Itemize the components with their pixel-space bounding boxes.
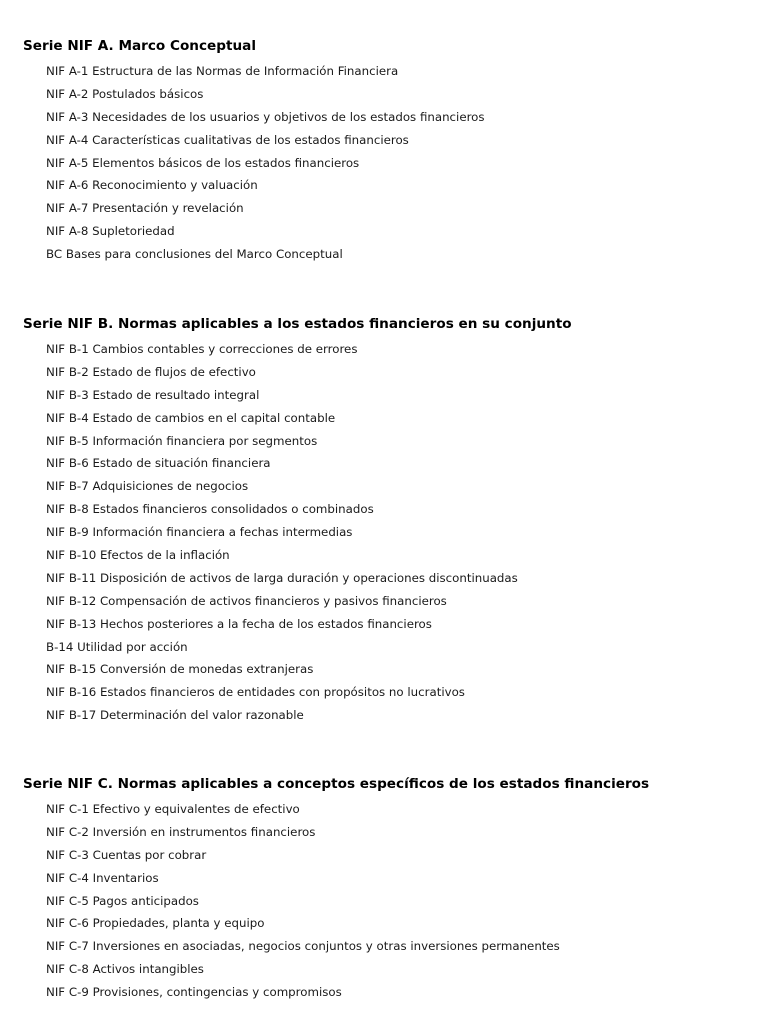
section-title: Serie NIF A. Marco Conceptual <box>23 38 256 54</box>
list-item: NIF A-2 Postulados básicos <box>46 86 204 101</box>
list-item: NIF C-8 Activos intangibles <box>46 962 204 977</box>
list-item: NIF A-6 Reconocimiento y valuación <box>46 178 258 193</box>
item-list <box>23 798 758 1004</box>
list-item: NIF C-2 Inversión en instrumentos financieros <box>46 824 316 839</box>
list-item: NIF B-15 Conversión de monedas extranjeras <box>46 662 314 677</box>
list-item: NIF A-4 Características cualitativas de los estados financieros <box>46 132 409 147</box>
section-title: Serie NIF B. Normas aplicables a los estados financieros en su conjunto <box>23 316 572 332</box>
section-serie-nif-b <box>23 315 758 727</box>
section-serie-nif-a <box>23 37 758 266</box>
list-item: NIF C-5 Pagos anticipados <box>46 893 199 908</box>
list-item: NIF B-2 Estado de flujos de efectivo <box>46 364 256 379</box>
list-item: NIF B-11 Disposición de activos de larga duración y operaciones discontinuadas <box>46 570 518 585</box>
section-serie-nif-c <box>23 775 758 1004</box>
section-title: Serie NIF C. Normas aplicables a conceptos específicos de los estados financieros <box>23 776 650 792</box>
list-item: NIF C-3 Cuentas por cobrar <box>46 847 207 862</box>
list-item: NIF B-3 Estado de resultado integral <box>46 387 260 402</box>
list-item: NIF A-5 Elementos básicos de los estados financieros <box>46 155 360 170</box>
list-item: NIF A-7 Presentación y revelación <box>46 201 244 216</box>
item-list <box>23 338 758 727</box>
list-item: BC Bases para conclusiones del Marco Conceptual <box>46 247 343 262</box>
list-item: NIF B-4 Estado de cambios en el capital contable <box>46 410 336 425</box>
list-item: NIF B-13 Hechos posteriores a la fecha de los estados financieros <box>46 616 432 631</box>
list-item: NIF B-16 Estados financieros de entidades con propósitos no lucrativos <box>46 685 465 700</box>
list-item: NIF B-5 Información financiera por segmentos <box>46 433 318 448</box>
list-item: B-14 Utilidad por acción <box>46 639 188 654</box>
list-item: NIF C-9 Provisiones, contingencias y compromisos <box>46 985 342 1000</box>
list-item: NIF C-1 Efectivo y equivalentes de efectivo <box>46 802 300 816</box>
list-item: NIF B-7 Adquisiciones de negocios <box>46 479 249 494</box>
list-item: NIF C-4 Inventarios <box>46 870 159 885</box>
list-item: NIF A-8 Supletoriedad <box>46 224 175 239</box>
list-item: NIF C-7 Inversiones en asociadas, negocios conjuntos y otras inversiones permanentes <box>46 939 560 954</box>
list-item: NIF C-6 Propiedades, planta y equipo <box>46 916 265 931</box>
item-list <box>23 60 758 266</box>
list-item: NIF B-9 Información financiera a fechas intermedias <box>46 525 353 540</box>
list-item: NIF B-17 Determinación del valor razonable <box>46 708 304 723</box>
list-item: NIF A-1 Estructura de las Normas de Información Financiera <box>46 64 399 78</box>
list-item: NIF B-6 Estado de situación financiera <box>46 456 271 471</box>
list-item: NIF B-12 Compensación de activos financieros y pasivos financieros <box>46 593 447 608</box>
list-item: NIF B-1 Cambios contables y correcciones de errores <box>46 342 358 356</box>
list-item: NIF A-3 Necesidades de los usuarios y objetivos de los estados financieros <box>46 109 485 124</box>
list-item: NIF B-8 Estados financieros consolidados o combinados <box>46 502 374 517</box>
list-item: NIF B-10 Efectos de la inflación <box>46 548 230 563</box>
